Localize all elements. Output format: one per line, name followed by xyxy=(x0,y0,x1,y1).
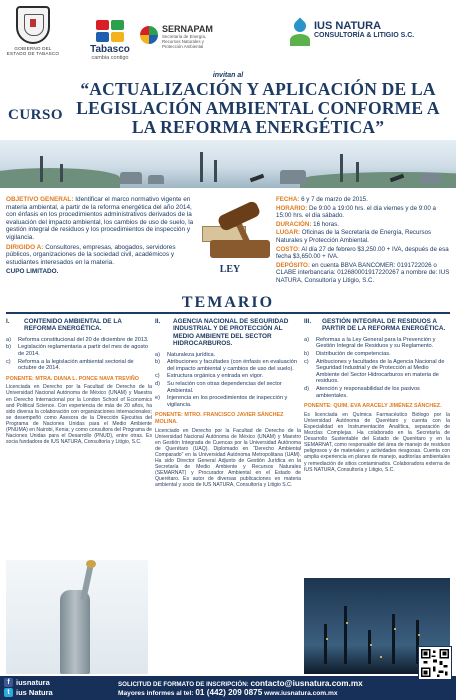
lugar-label: LUGAR: xyxy=(276,229,301,237)
topic-column-3 xyxy=(304,318,450,473)
tabasco-logo xyxy=(84,20,136,61)
ley-book-label: LEY xyxy=(219,264,241,275)
sernapam-subtitle: Secretaría de Energía, Recursos Naturales y Protección Ambiental xyxy=(162,34,207,50)
lugar-value: Oficinas de la Secretaría de Energía, Recursos Naturales y Protección Ambiental. xyxy=(276,229,432,244)
gov-name: GOBIERNO DEL ESTADO DE TABASCO xyxy=(6,46,60,57)
header xyxy=(0,0,456,74)
curso-label: CURSO xyxy=(8,107,64,123)
topic-heading: GESTIÓN INTEGRAL DE RESIDUOS A PARTIR DE LA REFORMA ENERGÉTICA. xyxy=(322,318,446,333)
deposito-label: DEPÓSITO: xyxy=(276,261,310,269)
list-item: c) Atribuciones y facultades de la Agencia Nacional de Seguridad Industrial y de Protección al Medio Ambiente del Sector Hidrocarburos en materia de residuos. xyxy=(304,358,445,385)
gavel-icon xyxy=(202,196,276,266)
event-details xyxy=(276,196,452,286)
topic-number: I. xyxy=(6,318,10,325)
objective-label: OBJETIVO GENERAL: xyxy=(6,196,74,203)
duracion-label: DURACIÓN: xyxy=(276,220,312,228)
temario-heading: TEMARIO xyxy=(181,294,275,311)
contact-info xyxy=(118,679,418,697)
topic-number: III. xyxy=(304,318,312,325)
speaker-bio: Es licenciada en Química Farmacéutico Biólogo por la Universidad Autónoma de Querétaro y cuenta con la Especialidad en Instrumentación Analítica, separación de Mezclas Complejas. Ha colaborado en la Secretaría de Desarrollo Sustentable del Estado de Querétaro y en la SEMARNAT, como responsable del área de manejo de residuos peligrosos y de materiales y actividades riesgosas. Cuenta con amplia experiencia en planes de manejo, auditorías ambientales y remediación de sitios contaminados. Colaboradora externa de IUS NATURA, Consultoría y Litigio, S.C. xyxy=(304,411,450,473)
sernapam-logo xyxy=(140,24,222,50)
facebook-link[interactable] xyxy=(4,678,53,687)
deposito-value: en cuenta BBVA BANCOMER: 0191722026 o CLABE interbancaria: 012680001917220267 a nombre de: IUS NATURA, Consultoría y Litigio, S.C. xyxy=(276,261,450,284)
twitter-link[interactable] xyxy=(4,688,53,697)
topic-list xyxy=(6,337,152,372)
twitter-icon: t xyxy=(4,688,13,697)
ius-natura-subtitle: CONSULTORÍA & LITIGIO S.C. xyxy=(314,32,415,39)
invite-text: invitan al xyxy=(212,72,244,79)
horario-label: HORARIO: xyxy=(276,204,308,212)
topic-list xyxy=(304,337,450,399)
qr-code-icon[interactable] xyxy=(418,646,452,680)
audience-text: Consultores, empresas, abogados, servidores públicos, organizaciones de la sociedad civil, académicos y estudiantes interesados en la materia. xyxy=(6,243,176,266)
tabasco-name: Tabasco xyxy=(90,44,130,55)
topic-heading: CONTENIDO AMBIENTAL DE LA REFORMA ENERGÉTICA. xyxy=(24,318,122,333)
list-item: a) Naturaleza jurídica. xyxy=(155,351,216,358)
fecha-value: 6 y 7 de marzo de 2015. xyxy=(301,196,368,203)
topic-heading: AGENCIA NACIONAL DE SEGURIDAD INDUSTRIAL Y DE PROTECCIÓN AL MEDIO AMBIENTE DEL SECTOR HIDROCARBUROS. xyxy=(173,318,289,348)
list-item: a) Reforma constitucional del 20 de diciembre de 2013. xyxy=(6,336,149,343)
ius-natura-logo xyxy=(290,20,450,39)
list-item: b) Distribución de competencias. xyxy=(304,351,391,357)
contact-email[interactable]: contacto@iusnatura.com.mx xyxy=(250,679,363,688)
ius-natura-name: IUS NATURA xyxy=(314,20,382,32)
course-title: “ACTUALIZACIÓN Y APLICACIÓN DE LA LEGISLACIÓN AMBIENTAL CONFORME A LA REFORMA ENERGÉTICA” xyxy=(76,79,440,137)
statue-photo xyxy=(6,560,148,674)
list-item: b) Atribuciones y facultades (con énfasis en evaluación del impacto ambiental y cambios de uso del suelo). xyxy=(155,359,297,372)
speaker-bio: Licenciado en Derecho por la Facultad de Derecho de la Universidad Nacional Autónoma de México (UNAM) y Maestro en Gestión Integrada de Cuencas por la Universidad Autónoma de Querétaro (UAQ). Diplomado en “Derecho Ambiental Comparado” en la Universidad Autónoma Metropolitana (UAM). Ha sido Director General Adjunto de Gestión Jurídica en la Secretaría de Medio Ambiente y Recursos Naturales (SEMARNAT) y Procurador Ambiental en el Estado de Querétaro. Es autor de diversas publicaciones en materia ambiental y socio de IUS NATURA, Consultoría y Litigio S.C. xyxy=(155,427,301,489)
topic-list xyxy=(155,352,301,409)
duracion-value: 16 horas. xyxy=(313,220,339,228)
temario-divider xyxy=(6,312,450,314)
objective-section xyxy=(6,196,202,278)
objective-text: Identificar el marco normativo vigente en materia ambiental, a partir de la reforma energética del año 2014, con énfasis en los procedimientos administrativos derivados de la evaluación del impacto ambiental, los cambios de uso de suelo, la gestión integral de residuos y los procedimientos de inspección y vigilancia. xyxy=(6,196,194,241)
sernapam-mark-icon xyxy=(140,26,158,44)
coat-of-arms-icon xyxy=(16,6,50,44)
registration-label: SOLICITUD DE FORMATO DE INSCRIPCIÓN: xyxy=(118,681,249,688)
audience-label: DIRIGIDO A: xyxy=(6,243,44,251)
twitter-handle: ius Natura xyxy=(16,688,53,697)
facebook-handle: iusnatura xyxy=(16,678,50,687)
topic-number: II. xyxy=(155,318,161,325)
list-item: b) Legislación reglamentaria a partir del mes de agosto de 2014. xyxy=(6,344,148,357)
list-item: a) Reformas a la Ley General para la Prevención y Gestión Integral de Residuos y su Reglamento. xyxy=(304,336,436,350)
horario-value: De 9:00 a 19:00 hrs. el día viernes y de 9:00 a 15:00 hrs. el día sábado. xyxy=(276,204,436,220)
speaker-label: PONENTE: QUIM. EVA ARACELY JIMÉNEZ SÁNCHEZ. xyxy=(304,403,442,410)
social-links xyxy=(4,678,53,697)
contact-phone[interactable]: 01 (442) 209 0875 xyxy=(195,688,263,697)
topic-column-2 xyxy=(155,318,301,489)
gov-logo xyxy=(4,6,62,57)
topic-column-1 xyxy=(6,318,152,445)
cupo-limitado: CUPO LIMITADO. xyxy=(6,268,59,276)
phone-label: Mayores informes al tel: xyxy=(118,690,194,697)
facebook-icon: f xyxy=(4,678,13,687)
speaker-bio: Licenciada en Derecho por la Facultad de Derecho de la Universidad Nacional Autónoma de México (UNAM) y Maestra en Derecho Internacional por la London School of Economics and Political Science. Con experiencia de más de 20 años, ha sido diversa la colaboración con organizaciones internacionales; se desempeñó como Asesora de la Dirección Ejecutiva del Programa de Naciones Unidas para el Medio Ambiente (PNUMA) en Nairobi, Kenia; y como consultora del Programa de Naciones Unidas para el Desarrollo (PNUD), entre otras. Es socia fundadora de IUS NATURA, Consultoría y Litigio, S.C. xyxy=(6,384,152,446)
tabasco-mark-icon xyxy=(96,20,124,42)
list-item: d) Atención y responsabilidad de los pasivos ambientales. xyxy=(304,385,420,399)
ius-natura-mark-icon xyxy=(290,20,310,50)
speaker-label: PONENTE: MTRO. FRANCISCO JAVIER SÁNCHEZ MOLINA. xyxy=(155,412,284,425)
fecha-label: FECHA: xyxy=(276,196,300,203)
industrial-photo-band xyxy=(0,140,456,188)
footer xyxy=(0,676,456,700)
costo-label: COSTO: xyxy=(276,245,300,253)
list-item: d) Su relación con otras dependencias del sector Ambiental. xyxy=(155,381,282,394)
tabasco-slogan: cambia contigo xyxy=(91,55,129,61)
website-link[interactable]: www.iusnatura.com.mx xyxy=(264,690,338,697)
speaker-label: PONENTE: MTRA. DIANA L. PONCE NAVA TREVIÑO xyxy=(6,375,139,382)
costo-value: Al día 27 de febrero $3,250.00 + IVA, después de esa fecha $3,650.00 + IVA. xyxy=(276,245,449,261)
list-item: c) Estructura orgánica y entrada en vigor. xyxy=(155,373,264,380)
sernapam-name: SERNAPAM xyxy=(162,24,213,34)
list-item: e) Injerencia en los procedimientos de inspección y vigilancia. xyxy=(155,395,288,408)
list-item: c) Reforma a la legislación ambiental sectorial de octubre de 2014. xyxy=(6,358,134,372)
